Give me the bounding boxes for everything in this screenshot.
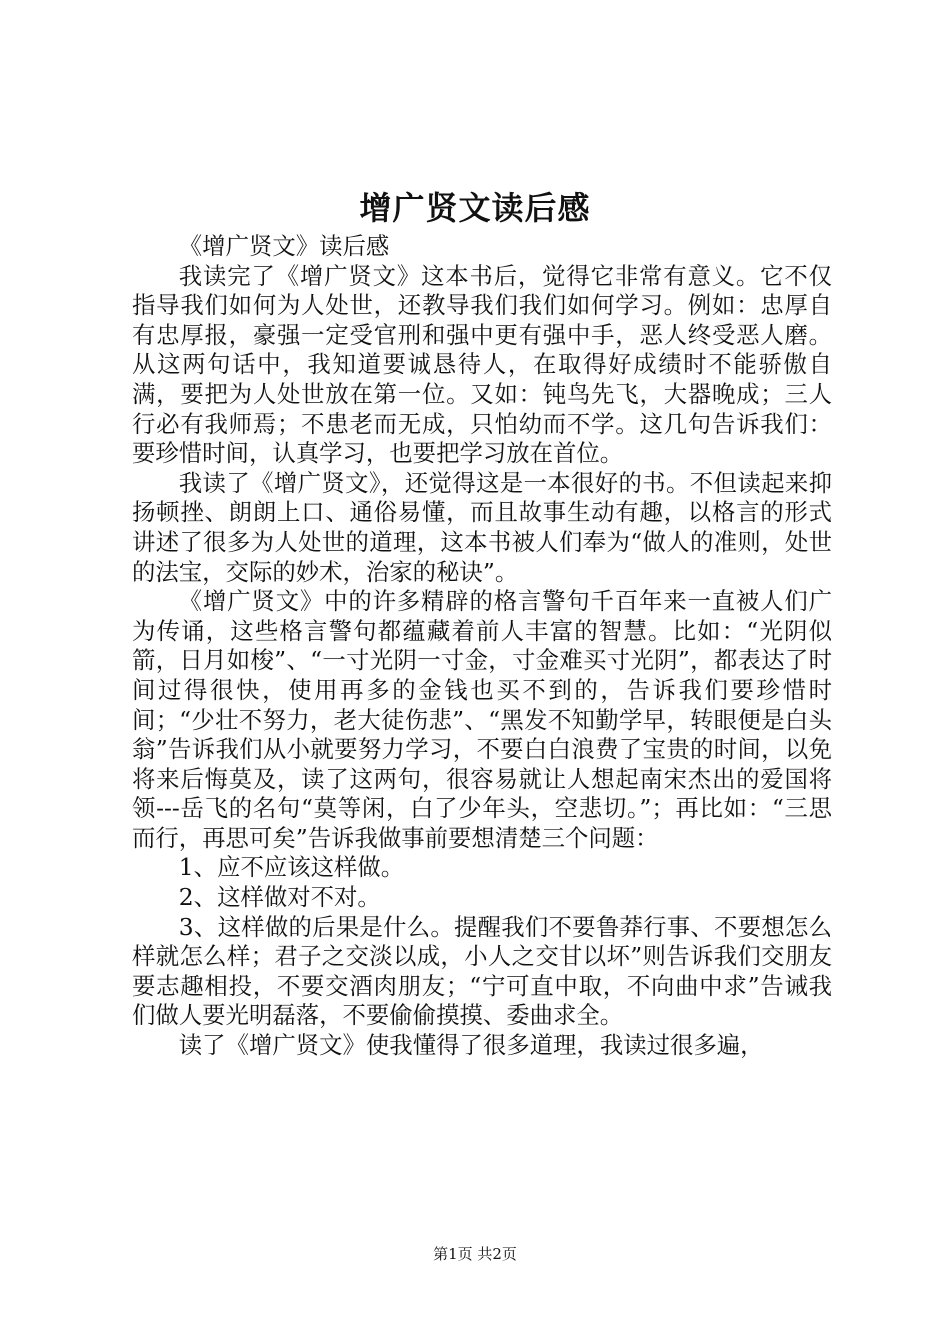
document-body (132, 232, 832, 1061)
body-paragraph: 《增广贤文》读后感 (178, 232, 390, 260)
body-paragraph: 《增广贤文》中的许多精辟的格言警句千百年来一直被人们广为传诵，这些格言警句都蕴藏着前人丰富的智慧。比如：“光阴似箭，日月如梭”、“一寸光阴一寸金，寸金难买寸光阴”，都表达了时间过得很快，使用再多的金钱也买不到的，告诉我们要珍惜时间；“少壮不努力，老大徒伤悲”、“黑发不知勤学早，转眼便是白头翁”告诉我们从小就要努力学习，不要白白浪费了宝贵的时间，以免将来后悔莫及，读了这两句，很容易就让人想起南宋杰出的爱国将领---岳飞的名句“莫等闲，白了少年头，空悲切。”；再比如：“三思而行，再思可矣”告诉我做事前要想清楚三个问题： (132, 587, 832, 852)
body-paragraph: 我读了《增广贤文》，还觉得这是一本很好的书。不但读起来抑扬顿挫、朗朗上口、通俗易懂，而且故事生动有趣，以格言的形式讲述了很多为人处世的道理，这本书被人们奉为“做人的准则，处世的法宝，交际的妙术，治家的秘诀”。 (132, 468, 832, 586)
body-paragraph: 读了《增广贤文》使我懂得了很多道理，我读过很多遍， (178, 1031, 764, 1060)
body-paragraph: 我读完了《增广贤文》这本书后，觉得它非常有意义。它不仅指导我们如何为人处世，还教导我们我们如何学习。例如：忠厚自有忠厚报，豪强一定受官刑和强中更有强中手，恶人终受恶人磨。从这两句话中，我知道要诚恳待人，在取得好成绩时不能骄傲自满，要把为人处世放在第一位。又如：钝鸟先飞，大器晚成；三人行必有我师焉；不患老而无成，只怕幼而不学。这几句告诉我们：要珍惜时间，认真学习，也要把学习放在首位。 (132, 261, 832, 468)
document-title: 增广贤文读后感 (359, 189, 591, 227)
body-paragraph: 3、这样做的后果是什么。提醒我们不要鲁莽行事、不要想怎么样就怎么样；君子之交淡以成，小人之交甘以坏”则告诉我们交朋友要志趣相投，不要交酒肉朋友；“宁可直中取，不向曲中求”告诫我们做人要光明磊落，不要偷偷摸摸、委曲求全。 (132, 912, 832, 1030)
body-paragraph: 1、应不应该这样做。 (178, 853, 405, 882)
body-paragraph: 2、这样做对不对。 (178, 883, 381, 912)
page-indicator: 第1页 共2页 (433, 1245, 517, 1263)
